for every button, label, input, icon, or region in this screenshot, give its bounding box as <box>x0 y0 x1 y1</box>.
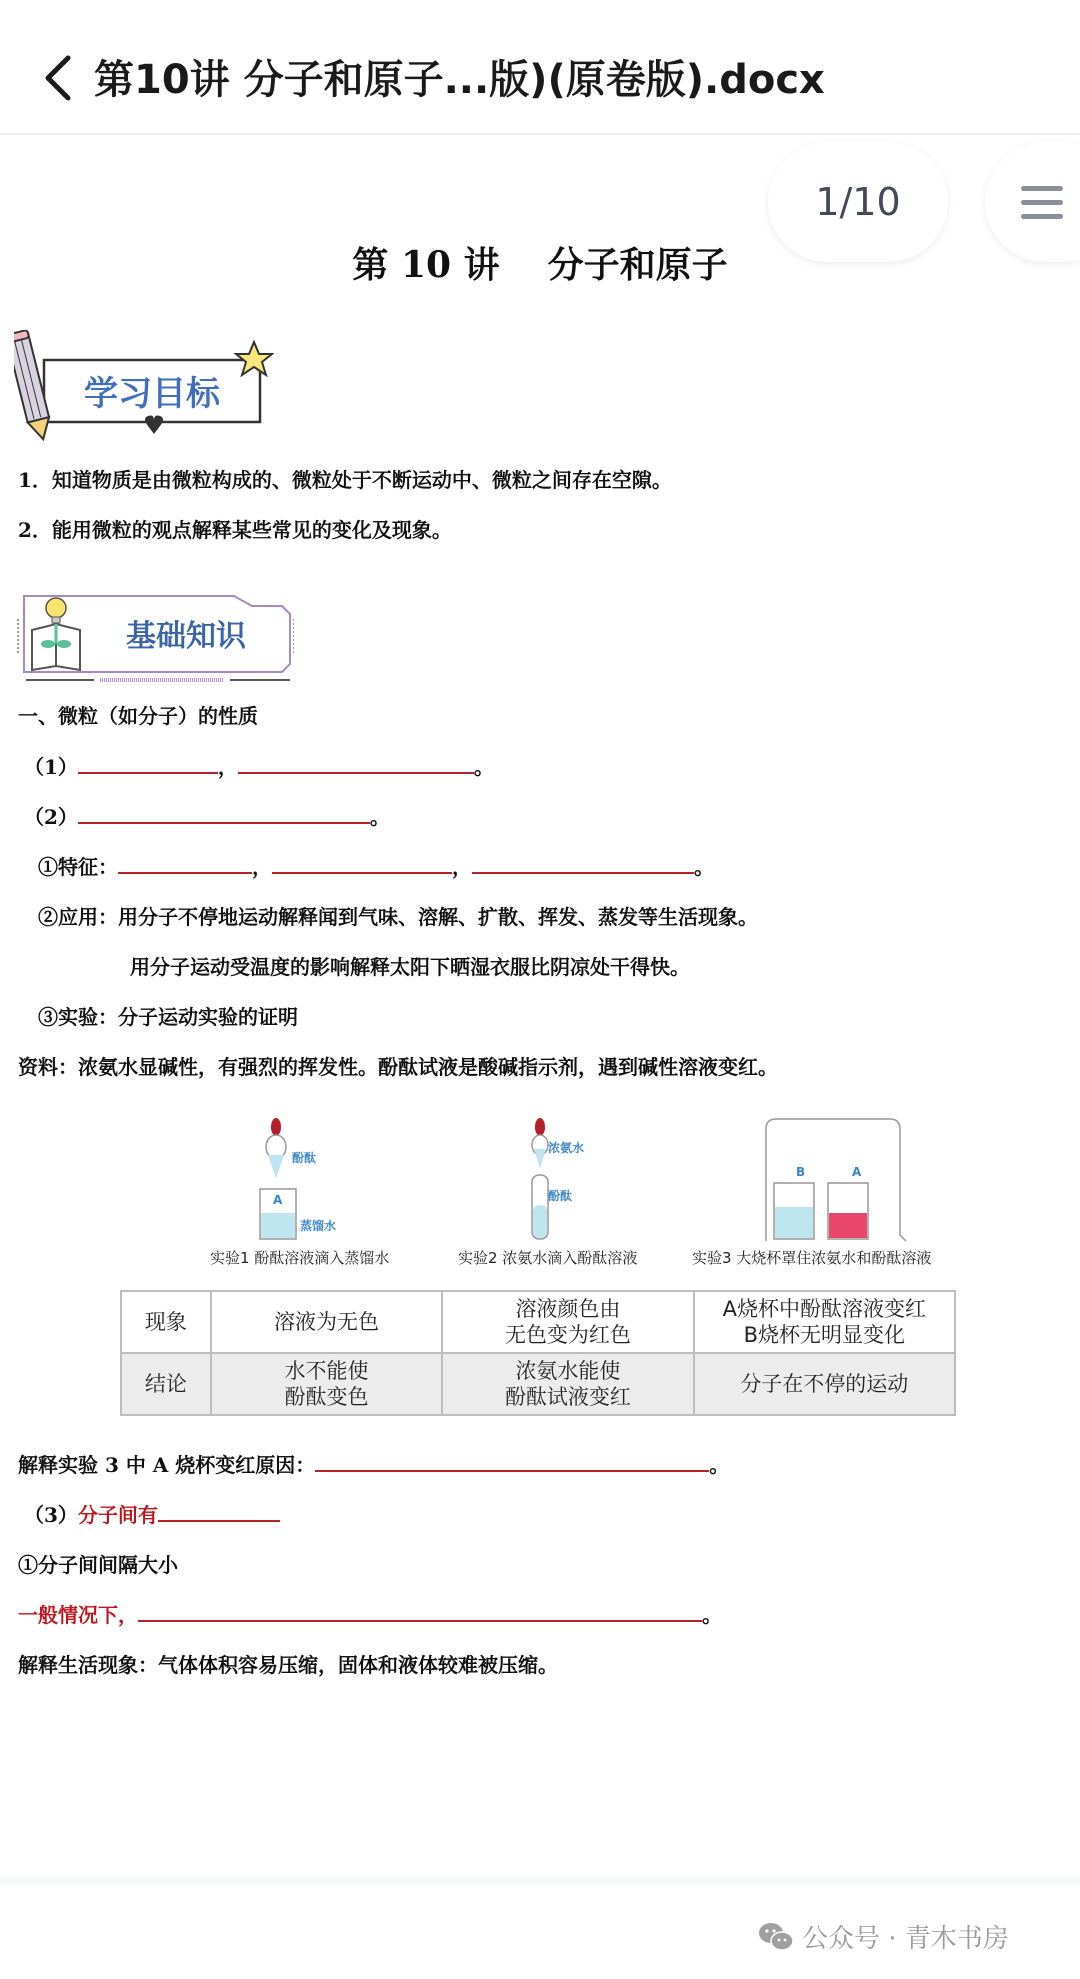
book-lightbulb-frame-icon <box>14 584 294 684</box>
document-title: 第10讲 分子和原子...版)(原卷版).docx <box>94 57 825 103</box>
answer-blank[interactable] <box>158 1504 280 1522</box>
application-line-2: 用分子运动受温度的影响解释太阳下晒湿衣服比阴凉处干得快。 <box>130 955 690 979</box>
table-row-conclusion <box>121 1353 955 1415</box>
blank-line-1: （1） ， 。 <box>24 755 494 779</box>
basic-knowledge-banner <box>14 584 294 684</box>
life-phenomena-explanation: 解释生活现象：气体体积容易压缩，固体和液体较难被压缩。 <box>18 1653 558 1677</box>
experiment-results-table <box>120 1290 956 1416</box>
experiment-1-caption: 实验1 酚酞溶液滴入蒸馏水 <box>210 1249 390 1267</box>
experiment-heading: ③实验：分子运动实验的证明 <box>38 1005 298 1029</box>
goal-item-2: 2．能用微粒的观点解释某些常见的变化及现象。 <box>18 518 452 542</box>
answer-blank[interactable] <box>138 1604 702 1622</box>
page-counter: 1/10 <box>768 142 948 262</box>
row-header: 结论 <box>121 1353 211 1415</box>
svg-text:学习目标: 学习目标 <box>84 374 220 414</box>
experiment-3-caption: 实验3 大烧杯罩住浓氨水和酚酞溶液 <box>692 1249 932 1267</box>
answer-blank[interactable] <box>238 756 474 774</box>
top-bar <box>0 0 1080 135</box>
svg-text:基础知识: 基础知识 <box>126 619 246 654</box>
table-cell: 水不能使 酚酞变色 <box>211 1353 442 1415</box>
goal-item-1: 1．知道物质是由微粒构成的、微粒处于不断运动中、微粒之间存在空隙。 <box>18 468 672 492</box>
experiment-figures: 酚酞 A 蒸馏水 浓氨水 酚酞 B A 实验1 酚酞溶液滴入蒸馏水 实验2 浓氨水滴入酚酞溶液 实验3 大烧杯罩住浓氨水和酚酞溶液 <box>0 1117 1080 1267</box>
answer-blank[interactable] <box>78 806 370 824</box>
table-cell: 分子在不停的运动 <box>694 1353 955 1415</box>
divider <box>0 1875 1080 1887</box>
table-cell: 溶液颜色由 无色变为红色 <box>442 1291 693 1353</box>
table-cell: A烧杯中酚酞溶液变红 B烧杯无明显变化 <box>694 1291 955 1353</box>
blank-line-2: （2） 。 <box>24 805 390 829</box>
chevron-left-icon <box>40 52 76 104</box>
material-note: 资料：浓氨水显碱性，有强烈的挥发性。酚酞试液是酸碱指示剂，遇到碱性溶液变红。 <box>18 1055 778 1079</box>
general-case-line: 一般情况下， 。 <box>18 1603 722 1627</box>
pencil-star-frame-icon <box>14 330 274 445</box>
answer-blank[interactable] <box>118 856 252 874</box>
table-cell: 浓氨水能使 酚酞试液变红 <box>442 1353 693 1415</box>
lecture-number: 第 10 讲 <box>352 244 500 286</box>
table-row-phenomenon <box>121 1291 955 1353</box>
row-header: 现象 <box>121 1291 211 1353</box>
wechat-icon <box>758 1921 794 1953</box>
section-title-particle-properties: 一、微粒（如分子）的性质 <box>18 704 258 728</box>
watermark <box>758 1918 1009 1955</box>
answer-blank[interactable] <box>315 1454 709 1472</box>
explain-experiment-3-line: 解释实验 3 中 A 烧杯变红原因： 。 <box>18 1453 730 1477</box>
item-3-line: （3）分子间有 <box>24 1499 280 1528</box>
answer-blank[interactable] <box>78 756 218 774</box>
features-line: ①特征： ， ， 。 <box>38 855 714 879</box>
learning-goals-banner <box>14 330 274 445</box>
back-button[interactable] <box>40 52 76 104</box>
lecture-name: 分子和原子 <box>547 244 728 286</box>
application-line-1: ②应用：用分子不停地运动解释闻到气味、溶解、扩散、挥发、蒸发等生活现象。 <box>38 905 758 929</box>
watermark-text: 公众号 · 青木书房 <box>802 1924 1009 1954</box>
gap-size-heading: ①分子间间隔大小 <box>18 1553 178 1577</box>
experiment-2-dropper-testtube-icon <box>510 1117 590 1247</box>
experiment-3-large-beaker-icon <box>760 1117 910 1247</box>
answer-blank[interactable] <box>472 856 694 874</box>
experiment-2-caption: 实验2 浓氨水滴入酚酞溶液 <box>458 1249 638 1267</box>
table-cell: 溶液为无色 <box>211 1291 442 1353</box>
answer-blank[interactable] <box>272 856 452 874</box>
